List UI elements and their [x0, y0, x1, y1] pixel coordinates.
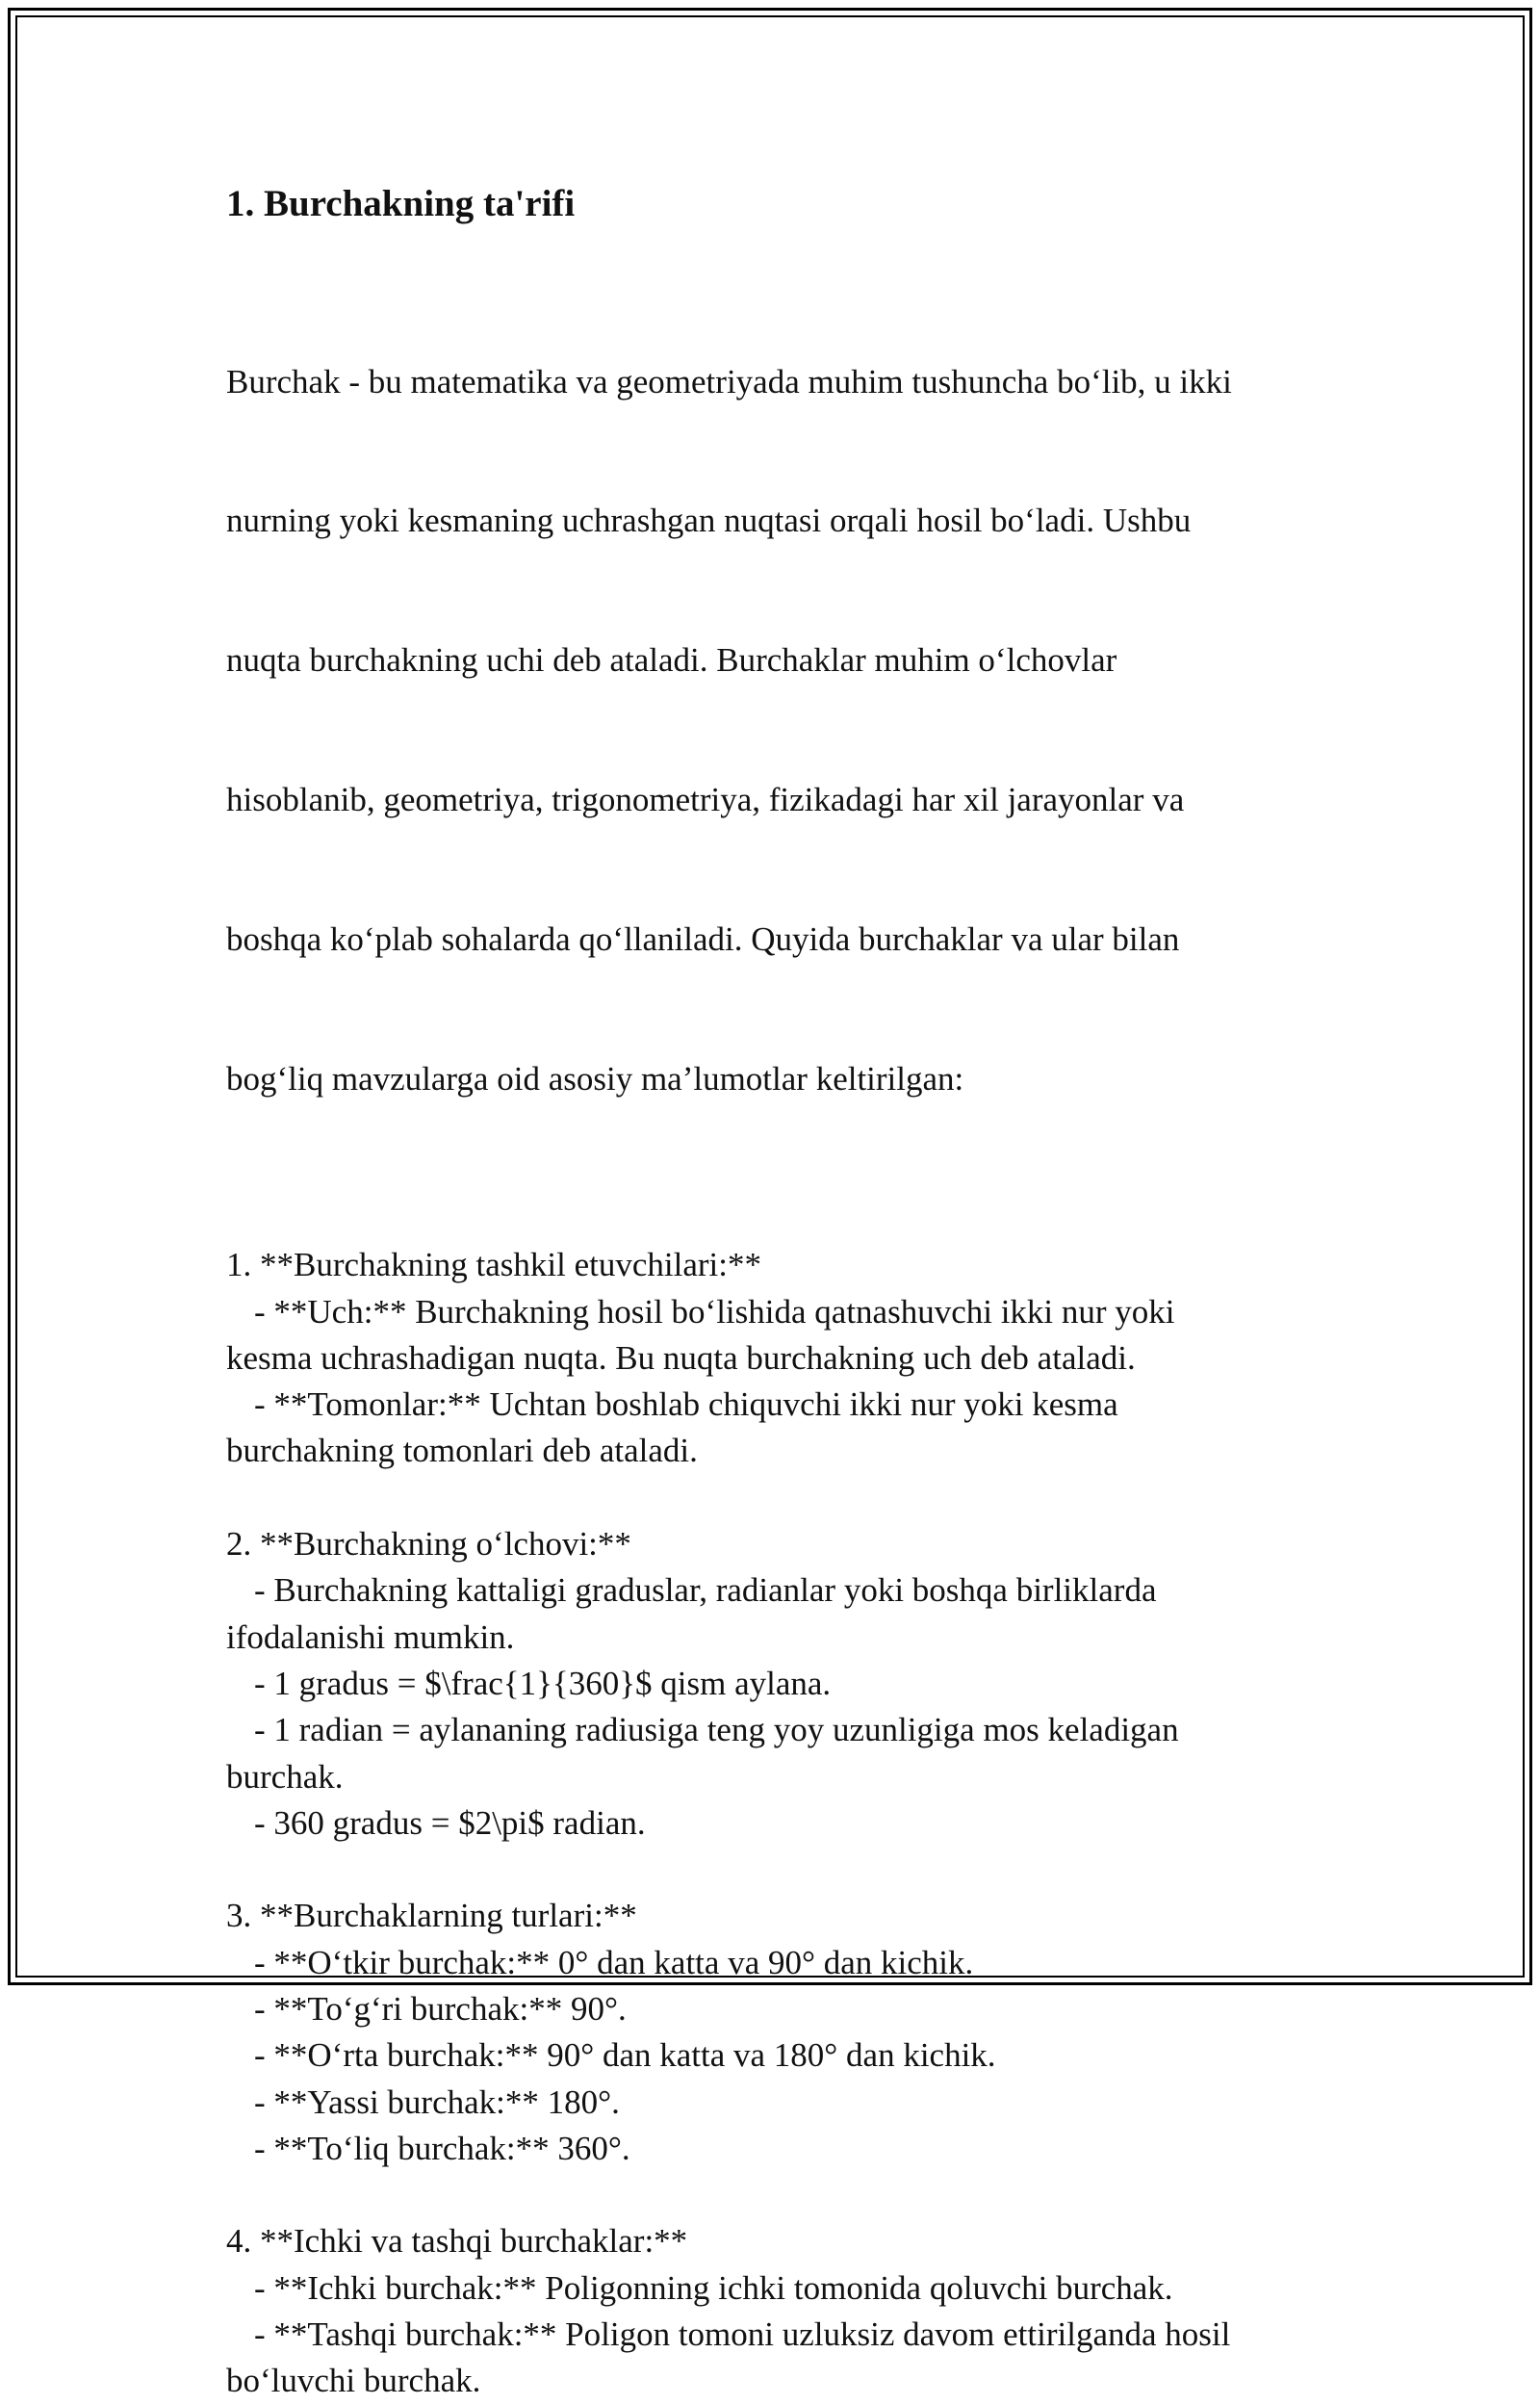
intro-paragraph	[226, 266, 1314, 1196]
list-item: - **Ichki burchak:** Poligonning ichki tomonida qoluvchi burchak.	[254, 2268, 1173, 2307]
list-item: - **Toʻgʻri burchak:** 90°.	[254, 1989, 627, 2028]
list-item: - 360 gradus = $2\pi$ radian.	[254, 1803, 646, 1842]
list-item: - 1 gradus = $\frac{1}{360}$ qism aylana.	[254, 1664, 832, 1702]
document-body	[226, 179, 1314, 2405]
list-item: - **Tomonlar:** Uchtan boshlab chiquvchi ikki nur yoki kesma	[254, 1385, 1118, 1424]
section-title: 1. **Burchakning tashkil etuvchilari:**	[226, 1246, 762, 1284]
section-components	[226, 1242, 1314, 1474]
list-item: - **Yassi burchak:** 180°.	[254, 2082, 620, 2121]
list-item: - Burchakning kattaligi graduslar, radianlar yoki boshqa birliklarda	[254, 1571, 1157, 1610]
section-measure	[226, 1521, 1314, 1847]
list-item: - 1 radian = aylananing radiusiga teng yoy uzunligiga mos keladigan	[254, 1711, 1179, 1749]
spacer	[226, 1475, 1314, 1521]
intro-line: nuqta burchakning uchi deb ataladi. Burchaklar muhim oʻlchovlar	[226, 641, 1117, 680]
section-title: 3. **Burchaklarning turlari:**	[226, 1897, 637, 1935]
page-title: 1. Burchakning ta'rifi	[226, 183, 576, 224]
list-item-continuation: boʻluvchi burchak.	[226, 2362, 481, 2400]
intro-line: bogʻliq mavzularga oid asosiy maʼlumotlar keltirilgan:	[226, 1060, 964, 1099]
list-item-continuation: ifodalanishi mumkin.	[226, 1617, 515, 1656]
list-item-continuation: kesma uchrashadigan nuqta. Bu nuqta burchakning uch deb ataladi.	[226, 1338, 1136, 1377]
spacer	[226, 1196, 1314, 1242]
list-item: - **Toʻliq burchak:** 360°.	[254, 2129, 630, 2167]
list-item-continuation: burchak.	[226, 1757, 344, 1796]
list-item: - **Tashqi burchak:** Poligon tomoni uzluksiz davom ettirilganda hosil	[254, 2315, 1231, 2354]
spacer	[226, 2172, 1314, 2218]
intro-line: nurning yoki kesmaning uchrashgan nuqtasi orqali hosil boʻladi. Ushbu	[226, 502, 1192, 540]
list-item: - **Oʻrta burchak:** 90° dan katta va 180° dan kichik.	[254, 2036, 996, 2075]
spacer	[226, 1847, 1314, 1893]
intro-line: hisoblanib, geometriya, trigonometriya, fizikadagi har xil jarayonlar va	[226, 781, 1185, 819]
list-item: - **Oʻtkir burchak:** 0° dan katta va 90° dan kichik.	[254, 1943, 974, 1981]
list-item-continuation: burchakning tomonlari deb ataladi.	[226, 1432, 698, 1470]
section-types	[226, 1893, 1314, 2172]
section-title: 2. **Burchakning oʻlchovi:**	[226, 1525, 631, 1564]
section-interior-exterior	[226, 2218, 1314, 2404]
intro-line: Burchak - bu matematika va geometriyada muhim tushuncha boʻlib, u ikki	[226, 362, 1232, 401]
intro-line: boshqa koʻplab sohalarda qoʻllaniladi. Quyida burchaklar va ular bilan	[226, 920, 1180, 959]
list-item: - **Uch:** Burchakning hosil boʻlishida qatnashuvchi ikki nur yoki	[254, 1292, 1175, 1331]
section-title: 4. **Ichki va tashqi burchaklar:**	[226, 2222, 688, 2261]
